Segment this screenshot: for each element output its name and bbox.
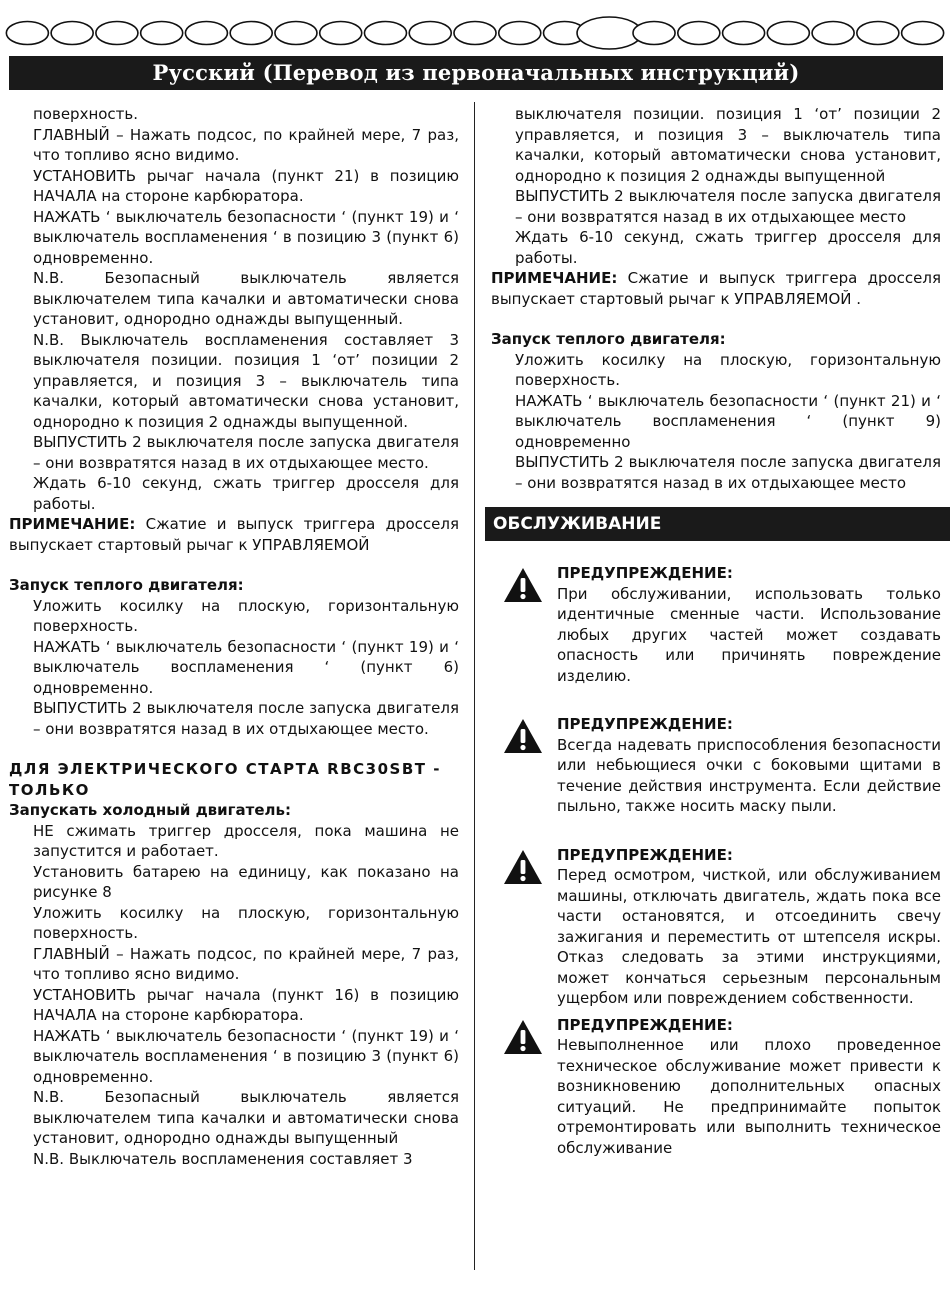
warning-block bbox=[491, 1015, 941, 1159]
instruction-paragraph: N.B. Выключатель воспламенения составляет 3 bbox=[33, 1149, 413, 1168]
instruction-paragraph: НАЖАТЬ ‘ выключатель безопасности ‘ (пункт 19) и ‘ выключатель воспламенения ‘ в позицию 3 (пункт 6) одновременно. bbox=[33, 207, 459, 267]
note-text: Сжатие и выпуск триггера дросселя выпускает стартовый рычаг к УПРАВЛЯЕМОЙ . bbox=[491, 269, 941, 308]
spacer bbox=[9, 739, 459, 759]
page-tab-oval bbox=[857, 22, 899, 45]
page-tab-oval bbox=[141, 22, 183, 45]
page-tab-oval bbox=[767, 22, 809, 45]
instruction-paragraph: поверхность. bbox=[33, 105, 139, 123]
instruction-paragraph: Установить батарею на единицу, как показано на рисунке 8 bbox=[33, 862, 459, 901]
page-tab-oval bbox=[454, 22, 496, 45]
instruction-paragraph: ВЫПУСТИТЬ 2 выключателя после запуска двигателя – они возвратятся назад в их отдыхающее место. bbox=[33, 433, 459, 472]
instruction-paragraph: НЕ сжимать триггер дросселя, пока машина не запустится и работает. bbox=[33, 821, 459, 860]
page-tab-oval bbox=[364, 22, 406, 45]
warning-title: ПРЕДУПРЕЖДЕНИЕ: bbox=[557, 1015, 733, 1034]
page-tab-oval bbox=[577, 17, 641, 49]
section-title-maintenance: ОБСЛУЖИВАНИЕ bbox=[485, 507, 950, 541]
subsection-heading: Запуск теплого двигателя: bbox=[491, 330, 726, 348]
instruction-paragraph: выключателя позиции. позиция 1 ‘от’ позиции 2 управляется, и позиция 3 – выключатель типа качалки, который автоматически снова установит, однородно к позиция 2 однажды выпущенной bbox=[515, 105, 941, 185]
instruction-paragraph: ВЫПУСТИТЬ 2 выключателя после запуска двигателя – они возвратятся назад в их отдыхающее место bbox=[515, 187, 941, 226]
instruction-paragraph: УСТАНОВИТЬ рычаг начала (пункт 21) в позицию НАЧАЛА на стороне карбюратора. bbox=[33, 166, 459, 205]
warning-block bbox=[491, 845, 941, 1009]
spacer bbox=[9, 555, 459, 575]
warning-body: При обслуживании, использовать только идентичные сменные части. Использование любых других частей может создавать опасность или причинять повреждение изделию. bbox=[557, 584, 941, 685]
instruction-paragraph: N.B. Безопасный выключатель является выключателем типа качалки и автоматически снова установит, однородно однажды выпущенный. bbox=[33, 269, 459, 328]
warning-triangle-icon bbox=[503, 849, 543, 885]
column-divider bbox=[474, 102, 475, 1270]
spacer bbox=[491, 309, 941, 329]
instruction-paragraph: ГЛАВНЫЙ – Нажать подсос, по крайней мере, 7 раз, что топливо ясно видимо. bbox=[33, 125, 459, 164]
page-tab-oval bbox=[633, 22, 675, 45]
page-tab-oval bbox=[678, 22, 720, 45]
warning-title: ПРЕДУПРЕЖДЕНИЕ: bbox=[557, 845, 733, 864]
page-tab-oval bbox=[409, 22, 451, 45]
warning-body: Всегда надевать приспособления безопасности или небьющиеся очки с боковыми щитами в течение действия инструмента. Если действие пыльно, также носить маску пыли. bbox=[557, 735, 941, 815]
warnings-list bbox=[491, 563, 941, 1158]
page-tab-oval bbox=[230, 22, 272, 45]
instruction-paragraph: Уложить косилку на плоскую, горизонтальную поверхность. bbox=[33, 596, 459, 635]
page-tab-oval bbox=[275, 22, 317, 45]
instruction-paragraph: Уложить косилку на плоскую, горизонтальную поверхность. bbox=[33, 903, 459, 942]
warning-body: Невыполненное или плохо проведенное техническое обслуживание может привести к возникновению дополнительных опасных ситуаций. Не предпринимайте попыток отремонтировать или выполнить техническое обслуживание bbox=[557, 1036, 941, 1157]
warning-title: ПРЕДУПРЕЖДЕНИЕ: bbox=[557, 715, 733, 733]
instruction-paragraph: ВЫПУСТИТЬ 2 выключателя после запуска двигателя – они возвратятся назад в их отдыхающее место. bbox=[33, 699, 459, 738]
page-tab-oval bbox=[96, 22, 138, 45]
instruction-paragraph: Уложить косилку на плоскую, горизонтальную поверхность. bbox=[515, 350, 941, 389]
warning-block bbox=[491, 714, 941, 817]
instruction-paragraph: N.B. Выключатель воспламенения составляет 3 выключателя позиции. позиция 1 ‘от’ позиции 2 управляется, и позиция 3 – выключатель типа качалки, который автоматически снова установит, однородно к позиция 2 однажды выпущенной. bbox=[33, 330, 459, 431]
warning-triangle-icon bbox=[503, 718, 543, 754]
note-label: ПРИМЕЧАНИЕ: bbox=[9, 515, 136, 533]
page-tab-oval bbox=[6, 22, 48, 45]
warning-triangle-icon bbox=[503, 567, 543, 603]
left-column bbox=[9, 104, 459, 1169]
page-tab-oval bbox=[812, 22, 854, 45]
note-paragraph bbox=[9, 514, 459, 555]
warning-title: ПРЕДУПРЕЖДЕНИЕ: bbox=[557, 564, 733, 582]
instruction-paragraph: ВЫПУСТИТЬ 2 выключателя после запуска двигателя – они возвратятся назад в их отдыхающее место bbox=[515, 453, 941, 492]
instruction-paragraph: ГЛАВНЫЙ – Нажать подсос, по крайней мере, 7 раз, что топливо ясно видимо. bbox=[33, 944, 459, 983]
right-column bbox=[491, 104, 941, 1186]
page-tab-oval bbox=[185, 22, 227, 45]
instruction-paragraph: НАЖАТЬ ‘ выключатель безопасности ‘ (пункт 19) и ‘ выключатель воспламенения ‘ (пункт 6) одновременно. bbox=[33, 637, 459, 697]
subsection-heading: Запуск теплого двигателя: bbox=[9, 576, 244, 594]
page-tab-oval bbox=[320, 22, 362, 45]
subsection-heading: ДЛЯ ЭЛЕКТРИЧЕСКОГО СТАРТА RBC30SBT - ТОЛЬКО bbox=[9, 760, 441, 799]
language-banner: Русский (Перевод из первоначальных инструкций) bbox=[9, 56, 943, 90]
warning-triangle-icon bbox=[503, 1019, 543, 1055]
subsection-heading: Запускать холодный двигатель: bbox=[9, 801, 291, 819]
instruction-paragraph: Ждать 6-10 секунд, сжать триггер дросселя для работы. bbox=[33, 474, 459, 513]
instruction-paragraph: НАЖАТЬ ‘ выключатель безопасности ‘ (пункт 19) и ‘ выключатель воспламенения ‘ в позицию 3 (пункт 6) одновременно. bbox=[33, 1026, 459, 1086]
page-tab-oval bbox=[723, 22, 765, 45]
page-tab-oval bbox=[51, 22, 93, 45]
note-text: Сжатие и выпуск триггера дросселя выпускает стартовый рычаг к УПРАВЛЯЕМОЙ bbox=[9, 515, 459, 554]
instruction-paragraph: Ждать 6-10 секунд, сжать триггер дросселя для работы. bbox=[515, 228, 941, 267]
instruction-paragraph: УСТАНОВИТЬ рычаг начала (пункт 16) в позицию НАЧАЛА на стороне карбюратора. bbox=[33, 985, 459, 1024]
page-tab-oval bbox=[499, 22, 541, 45]
warning-block bbox=[491, 563, 941, 686]
note-paragraph bbox=[491, 268, 941, 309]
instruction-paragraph: N.B. Безопасный выключатель является выключателем типа качалки и автоматически снова установит, однородно однажды выпущенный bbox=[33, 1088, 459, 1147]
note-label: ПРИМЕЧАНИЕ: bbox=[491, 269, 618, 287]
page-tab-oval bbox=[902, 22, 944, 45]
right-column-text bbox=[491, 104, 941, 493]
page-tab-ovals bbox=[5, 16, 945, 50]
instruction-paragraph: НАЖАТЬ ‘ выключатель безопасности ‘ (пункт 21) и ‘ выключатель воспламенения ‘ (пункт 9) одновременно bbox=[515, 391, 941, 451]
warning-body: Перед осмотром, чисткой, или обслуживанием машины, отключать двигатель, ждать пока все части остановятся, и отсоединить свечу зажигания и переместить от штепселя искры. Отказ следовать за этими инструкциями, может кончаться серьезным персональным ущербом или повреждением собственности. bbox=[557, 866, 941, 1007]
